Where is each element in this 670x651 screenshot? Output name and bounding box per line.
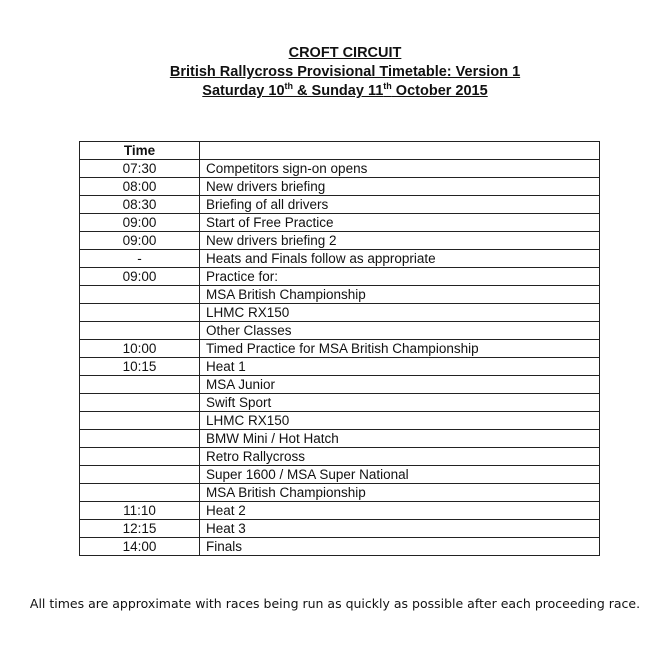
time-cell: 09:00 — [80, 268, 200, 286]
table-row — [80, 286, 600, 304]
event-cell: Briefing of all drivers — [200, 196, 600, 214]
date-suffix: October 2015 — [391, 83, 488, 99]
event-cell: Heat 3 — [200, 520, 600, 538]
event-cell: MSA British Championship — [200, 286, 600, 304]
event-cell: Competitors sign-on opens — [200, 160, 600, 178]
time-cell: 14:00 — [80, 538, 200, 556]
event-cell: LHMC RX150 — [200, 304, 600, 322]
event-cell: New drivers briefing — [200, 178, 600, 196]
event-cell: Timed Practice for MSA British Championship — [200, 340, 600, 358]
time-cell: 10:00 — [80, 340, 200, 358]
table-row — [80, 160, 600, 178]
time-cell: 10:15 — [80, 358, 200, 376]
time-cell — [80, 394, 200, 412]
time-cell: 12:15 — [80, 520, 200, 538]
event-cell: Super 1600 / MSA Super National — [200, 466, 600, 484]
time-cell: 08:30 — [80, 196, 200, 214]
time-cell — [80, 376, 200, 394]
document-subtitle: British Rallycross Provisional Timetable: Version 1 — [169, 64, 521, 80]
time-cell — [80, 286, 200, 304]
time-cell — [80, 322, 200, 340]
table-row — [80, 340, 600, 358]
timetable-body — [80, 160, 600, 556]
event-cell: Practice for: — [200, 268, 600, 286]
table-row — [80, 502, 600, 520]
date-middle: & Sunday 11 — [293, 83, 384, 99]
table-row — [80, 250, 600, 268]
document-header — [0, 44, 670, 101]
event-column-header — [200, 142, 600, 160]
date-ordinal-2: th — [383, 81, 392, 92]
date-prefix: Saturday 10 — [202, 83, 285, 99]
event-cell: New drivers briefing 2 — [200, 232, 600, 250]
event-cell: BMW Mini / Hot Hatch — [200, 430, 600, 448]
event-cell: Heats and Finals follow as appropriate — [200, 250, 600, 268]
time-cell — [80, 466, 200, 484]
date-ordinal-1: th — [284, 81, 294, 92]
event-cell: MSA British Championship — [200, 484, 600, 502]
table-row — [80, 196, 600, 214]
table-row — [80, 232, 600, 250]
time-cell — [80, 484, 200, 502]
event-cell: Other Classes — [200, 322, 600, 340]
time-column-header: Time — [80, 142, 200, 160]
event-cell: LHMC RX150 — [200, 412, 600, 430]
table-row — [80, 304, 600, 322]
table-row — [80, 520, 600, 538]
event-dates — [0, 82, 670, 101]
table-row — [80, 376, 600, 394]
document-title: CROFT CIRCUIT — [288, 45, 402, 61]
timetable-header-row — [80, 142, 600, 160]
event-cell: Retro Rallycross — [200, 448, 600, 466]
table-row — [80, 178, 600, 196]
time-cell: 09:00 — [80, 232, 200, 250]
table-row — [80, 214, 600, 232]
table-row — [80, 538, 600, 556]
event-cell: Heat 2 — [200, 502, 600, 520]
table-row — [80, 358, 600, 376]
table-row — [80, 394, 600, 412]
event-cell: Heat 1 — [200, 358, 600, 376]
time-cell: 11:10 — [80, 502, 200, 520]
time-cell: 09:00 — [80, 214, 200, 232]
time-cell: 07:30 — [80, 160, 200, 178]
time-cell: 08:00 — [80, 178, 200, 196]
time-cell — [80, 448, 200, 466]
table-row — [80, 484, 600, 502]
event-cell: MSA Junior — [200, 376, 600, 394]
event-cell: Swift Sport — [200, 394, 600, 412]
time-cell — [80, 430, 200, 448]
table-row — [80, 466, 600, 484]
footnote: All times are approximate with races being run as quickly as possible after each proceeding race. — [29, 596, 641, 611]
table-row — [80, 268, 600, 286]
event-cell: Start of Free Practice — [200, 214, 600, 232]
table-row — [80, 430, 600, 448]
event-cell: Finals — [200, 538, 600, 556]
timetable — [79, 141, 600, 556]
time-cell: - — [80, 250, 200, 268]
time-cell — [80, 304, 200, 322]
table-row — [80, 448, 600, 466]
table-row — [80, 322, 600, 340]
table-row — [80, 412, 600, 430]
time-cell — [80, 412, 200, 430]
